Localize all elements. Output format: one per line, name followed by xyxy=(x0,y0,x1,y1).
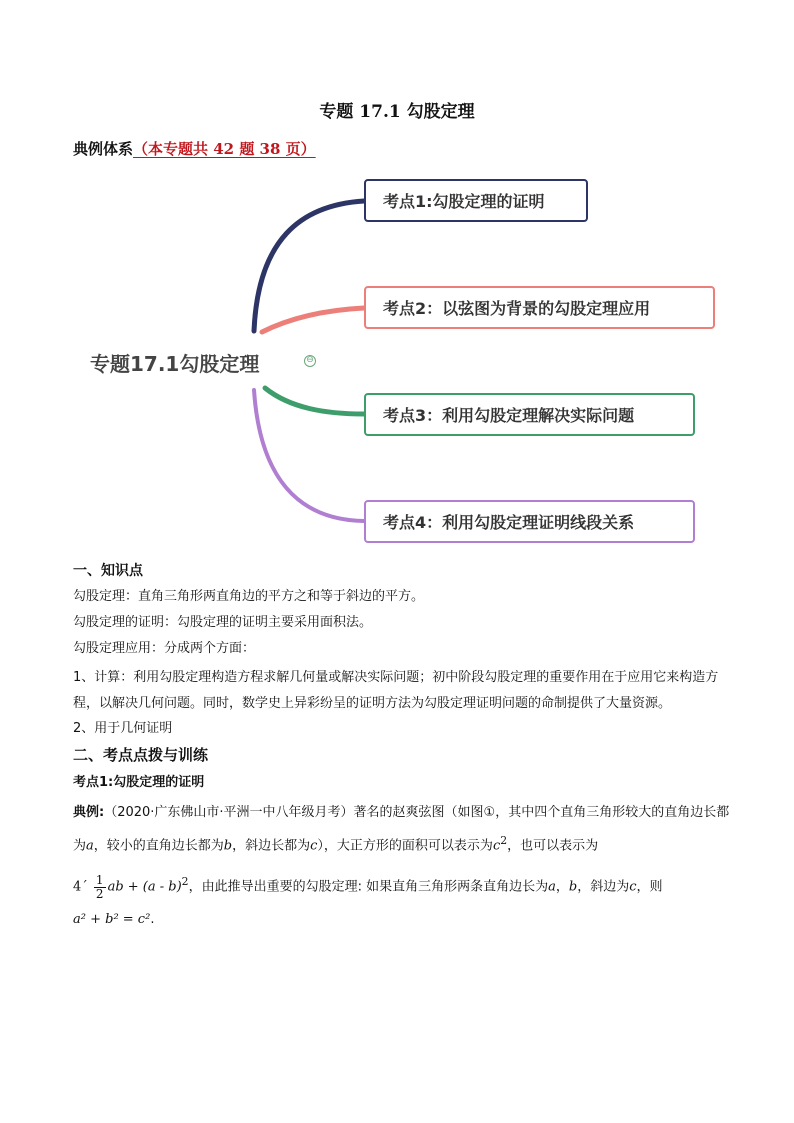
mindmap-node-3: 考点3：利用勾股定理解决实际问题 xyxy=(364,393,695,436)
example-text-4: ），大正方形的面积可以表示为 xyxy=(317,838,493,854)
comma-2: ，斜边为 xyxy=(577,879,630,895)
exponent-2: 2 xyxy=(500,834,508,847)
mindmap-node-2: 考点2：以弦图为背景的勾股定理应用 xyxy=(364,286,715,329)
final-equation-line xyxy=(73,906,733,934)
var-c: c xyxy=(310,838,318,854)
example-text-1: （2020·广东佛山市·平洲一中八年级月考）著名的赵爽弦图（如图①，其中四个直角三角形较大的直角边长都为 xyxy=(73,805,730,854)
application-point-2: 2、用于几何证明 xyxy=(73,721,173,736)
formula-exponent: 2 xyxy=(181,875,189,889)
kp1-heading: 考点1:勾股定理的证明 xyxy=(73,775,205,790)
fraction-numerator: 1 xyxy=(95,872,104,887)
knowledge-heading: 一、知识点 xyxy=(73,563,143,579)
mindmap-node-4: 考点4：利用勾股定理证明线段关系 xyxy=(364,500,695,543)
application-point-1: 1、计算：利用勾股定理构造方程求解几何量或解决实际问题；初中阶段勾股定理的重要作用在于应用它来构造方程，以解决几何问题。同时，数学史上异彩纷呈的证明方法为勾股定理证明问题的命制提供了大量资源。 xyxy=(73,670,719,711)
example-paragraph xyxy=(73,799,733,860)
comma-1: ， xyxy=(555,879,569,895)
fraction-denominator: 2 xyxy=(95,886,104,901)
formula-body: ab + (a - b) xyxy=(107,879,182,895)
knowledge-section xyxy=(73,561,733,934)
final-equation: a² + b² = c² xyxy=(73,911,151,927)
branch-2 xyxy=(262,308,364,332)
fraction-one-half xyxy=(94,874,106,901)
theorem-application: 勾股定理应用：分成两个方面： xyxy=(73,641,256,656)
var-a: a xyxy=(86,838,94,854)
doc-title: 专题 17.1 勾股定理 xyxy=(319,102,475,122)
formula-tail: ，由此推导出重要的勾股定理: 如果直角三角形两条直角边长为 xyxy=(188,879,549,895)
mindmap-center: 专题17.1勾股定理 xyxy=(90,352,260,376)
then-text: ，则 xyxy=(636,879,663,895)
var-b: b xyxy=(223,838,233,854)
final-period: . xyxy=(150,911,155,927)
var-c-2: c xyxy=(629,879,637,895)
example-label: 典例: xyxy=(73,805,105,820)
series-note: （本专题共 42 题 38 页） xyxy=(133,140,316,158)
example-text-3: ，斜边长都为 xyxy=(232,838,311,854)
example-text-2: ，较小的直角边长都为 xyxy=(93,838,224,854)
collapse-icon[interactable]: ⊖ xyxy=(304,355,316,367)
example-text-5: ，也可以表示为 xyxy=(507,838,599,854)
c-squared: c xyxy=(492,838,501,854)
theorem-proof: 勾股定理的证明：勾股定理的证明主要采用面积法。 xyxy=(73,615,373,630)
formula-line xyxy=(73,864,733,905)
section-2-heading: 二、考点点拨与训练 xyxy=(73,746,209,764)
var-a-2: a xyxy=(548,879,556,895)
mindmap-node-1: 考点1:勾股定理的证明 xyxy=(364,179,588,222)
var-b-2: b xyxy=(568,879,578,895)
theorem-definition: 勾股定理：直角三角形两直角边的平方之和等于斜边的平方。 xyxy=(73,589,425,604)
series-line xyxy=(73,138,316,159)
series-prefix: 典例体系 xyxy=(73,140,134,158)
branch-3 xyxy=(265,388,364,414)
formula-lead: 4´ xyxy=(73,879,88,895)
